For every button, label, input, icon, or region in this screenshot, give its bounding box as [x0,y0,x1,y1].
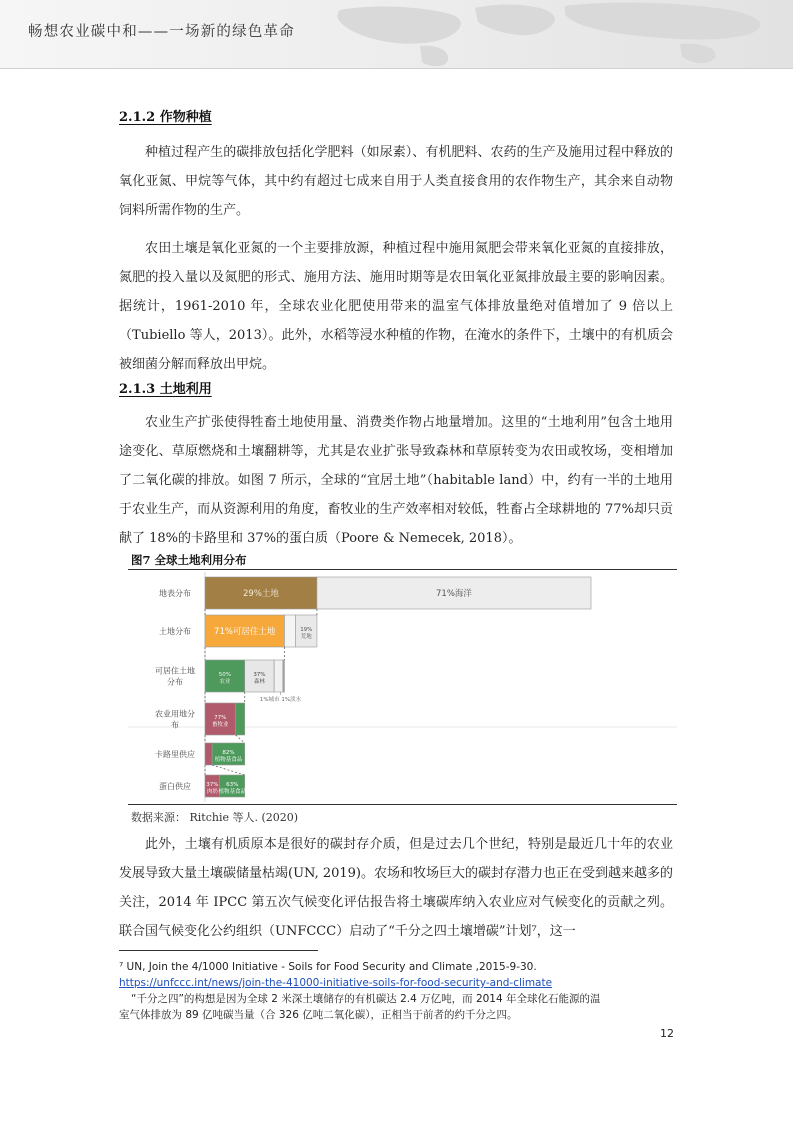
row-label: 蛋白供应 [159,782,191,791]
bar-data-label-part: 50% [218,672,231,678]
bar-data-label-part: 植物基食品 [214,757,243,763]
bar-data-label-part: 农业 [219,679,231,685]
section-heading-land-use: 2.1.3 土地利用 [119,382,212,397]
header-title: 畅想农业碳中和——一场新的绿色革命 [28,24,295,40]
row-label: 土地分布 [159,627,191,636]
bar-data-label-part: 19% [300,627,313,633]
row-label: 可居住土地 [155,666,195,676]
paragraph: 种植过程产生的碳排放包括化学肥料（如尿素）、有机肥料、农药的生产及施用过程中释放的氧化亚氮、甲烷等气体，其中约有超过七成来自用于人类直接食用的农作物生产，其余来自动物饲料所需作物的生产。 [119,145,673,218]
bar-data-label-part: 77% [214,715,227,721]
bar-data-label [253,672,265,685]
footnote-rule [119,950,318,951]
row-label: 卡路里供应 [155,750,195,759]
body-text-soil-carbon [119,830,673,946]
connector-line [236,735,245,743]
bar-segment [236,703,245,735]
footnote-line: ⁷ UN, Join the 4/1000 Initiative - Soils for Food Security and Climate ,2015-9-30. [119,961,537,973]
bar-data-label [219,672,231,685]
paragraph: 农业生产扩张使得牲畜土地使用量、消费类作物占地量增加。这里的“土地利用”包含土地用途变化、草原燃烧和土壤翻耕等，尤其是农业扩张导致森林和草原转变为农田或牧场，变相增加了二氧化碳的排放。如图 7 所示，全球的“宜居土地”（habitable land）中，约有一半的土地用于农业生产，而从资源利用的角度，畜牧业的生产效率相对较低，牲畜占全球耕地的 77%却只贡献了 18%的卡路里和 37%的蛋白质（Poore & Nemecek, 2018）。 [119,415,673,546]
bar-data-label: 71%海洋 [436,589,472,599]
land-use-chart [128,572,677,802]
page-number: 12 [660,1027,674,1040]
footnote-line: “千分之四”的构想是因为全球 2 米深土壤储存的有机碳达 2.4 万亿吨，而 2014 年全球化石能源的温 [131,993,601,1005]
bar-data-label-part: 畜牧业 [212,722,229,728]
bar-segment [284,660,285,692]
bar-data-label-part: 37% [253,672,266,678]
connector-line [212,765,245,775]
bar-data-label: 71%可居住土地 [214,627,276,637]
page-header [0,0,793,68]
bar-segment [274,660,283,692]
bar-data-label-part: 森林 [253,679,265,685]
figure-title: 图7 全球土地利用分布 [131,553,247,567]
row-label: 地表分布 [159,589,191,598]
footnote-link-wrap [119,975,552,991]
chart-annotation: 1%城市 1%淡水 [259,697,302,703]
row-label: 农业用地分 [155,709,195,719]
row-label: 布 [171,720,179,730]
body-text-land-use [119,408,673,553]
bar-segment [205,743,212,765]
footnote-link[interactable]: https://unfccc.int/news/join-the-41000-initiative-soils-for-food-security-and-climate [119,977,553,989]
bar-data-label-part: 荒地 [300,634,312,640]
figure-top-rule [128,569,677,570]
figure-bottom-rule [128,804,677,805]
bar-data-label-part: 82% [222,750,235,756]
bar-data-label [206,782,218,795]
bar-data-label-part: 37% [206,782,219,788]
header-divider [0,68,793,69]
bar-data-label-part: 肉奶 [206,789,218,795]
bar-data-label-part: 植物基食品 [218,789,246,795]
bar-data-label [300,627,312,640]
paragraph: 此外，土壤有机质原本是很好的碳封存介质，但是过去几个世纪，特别是最近几十年的农业发展导致大量土壤碳储量枯竭(UN, 2019)。农场和牧场巨大的碳封存潜力也正在受到越来越多的关注，2014 年 IPCC 第五次气候变化评估报告将土壤碳库纳入农业应对气候变化的贡献之列。联合国气候变化公约组织（UNFCCC）启动了“千分之四土壤增碳”计划⁷，这一 [119,837,673,939]
figure-source: 数据来源： Ritchie 等人. (2020) [131,811,299,824]
row-label: 分布 [167,677,183,687]
bar-segment [284,615,295,647]
bar-data-label: 29%土地 [243,589,279,599]
footnote-line: 室气体排放为 89 亿吨碳当量（合 326 亿吨二氧化碳），正相当于前者的约千分之四。 [119,1009,518,1021]
paragraph: 农田土壤是氧化亚氮的一个主要排放源，种植过程中施用氮肥会带来氧化亚氮的直接排放，氮肥的投入量以及氮肥的形式、施用方法、施用时期等是农田氧化亚氮排放最主要的影响因素。据统计，1961-2010 年，全球农业化肥使用带来的温室气体排放量绝对值增加了 9 倍以上（Tubiello 等人，2013）。此外，水稻等浸水种植的作物，在淹水的条件下，土壤中的有机质会被细菌分解而释放出甲烷。 [119,241,673,372]
world-map-decoration [300,0,793,68]
body-text-crop-planting [119,138,673,379]
bar-data-label-part: 63% [226,782,239,788]
section-heading-crop-planting: 2.1.2 作物种植 [119,110,212,125]
